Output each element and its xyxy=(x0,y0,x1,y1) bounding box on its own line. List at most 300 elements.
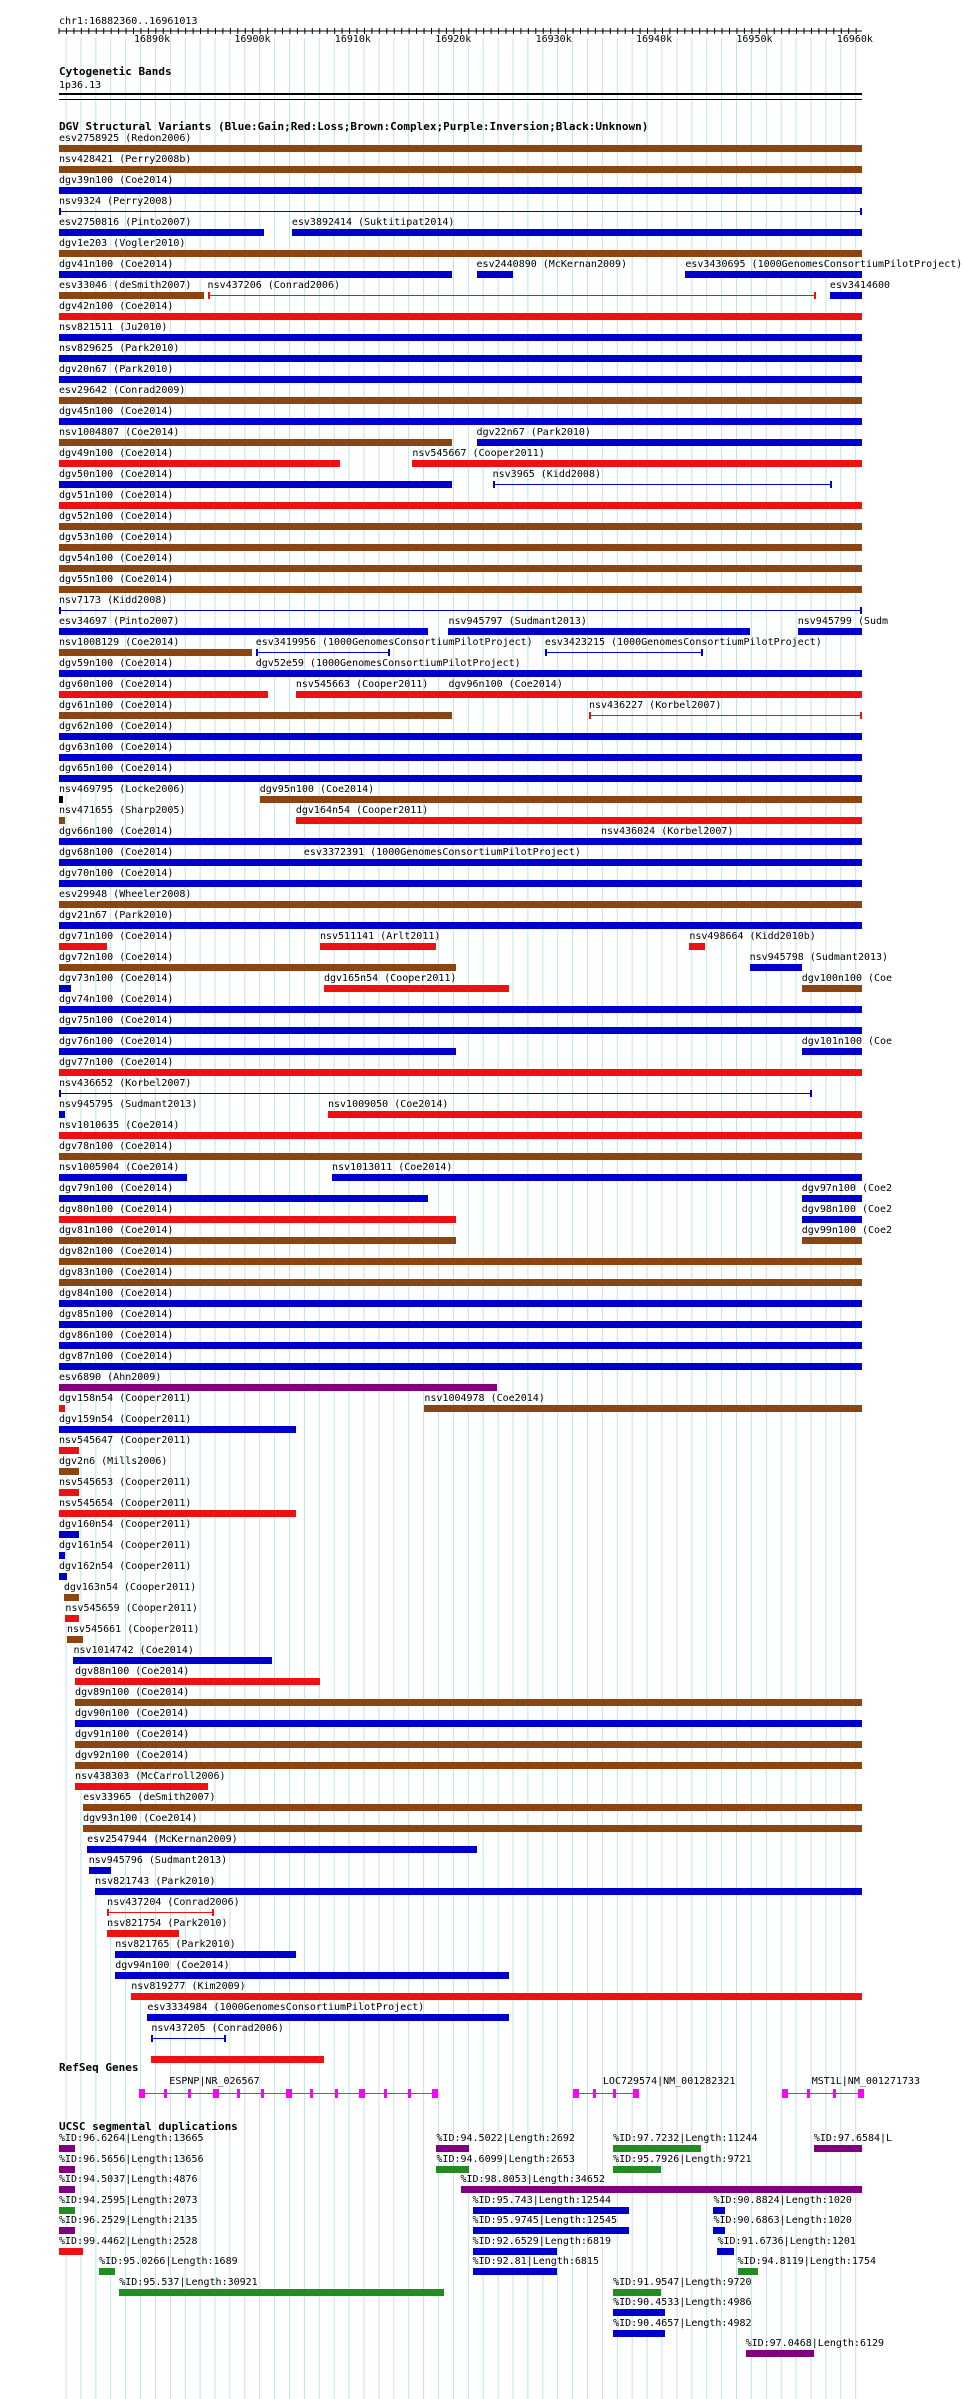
dgv-feature-cap xyxy=(388,649,390,656)
dgv-feature-bar[interactable] xyxy=(59,313,862,320)
dgv-feature-bar[interactable] xyxy=(59,985,71,992)
dgv-feature-label: nsv945795 (Sudmant2013) xyxy=(59,1099,198,1110)
dgv-feature-bar[interactable] xyxy=(59,1069,862,1076)
dgv-feature-bar[interactable] xyxy=(59,943,107,950)
dgv-feature-label: nsv1009050 (Coe2014) xyxy=(328,1099,449,1110)
dgv-feature-bar[interactable] xyxy=(802,1048,862,1055)
dgv-feature-cap xyxy=(701,649,703,656)
refseq-gene-intron[interactable] xyxy=(782,2093,862,2094)
dgv-feature-bar[interactable] xyxy=(802,1195,862,1202)
dgv-feature-label: dgv92n100 (Coe2014) xyxy=(75,1750,190,1761)
dgv-feature-bar[interactable] xyxy=(59,187,862,194)
dgv-feature-bar[interactable] xyxy=(83,1825,862,1832)
dgv-feature-bar[interactable] xyxy=(59,376,862,383)
dgv-feature-bar[interactable] xyxy=(424,1405,862,1412)
refseq-gene-label: ESPNP|NR_026567 xyxy=(169,2076,260,2087)
dgv-feature-bar[interactable] xyxy=(59,523,862,530)
segdup-label: %ID:97.0468|Length:6129 xyxy=(745,2338,885,2349)
dgv-feature-label: dgv84n100 (Coe2014) xyxy=(59,1288,174,1299)
dgv-feature-bar[interactable] xyxy=(59,544,862,551)
segdup-bar[interactable] xyxy=(613,2330,665,2337)
refseq-gene-intron[interactable] xyxy=(573,2093,637,2094)
dgv-feature-bar[interactable] xyxy=(73,1657,271,1664)
refseq-exon xyxy=(213,2089,219,2098)
dgv-feature-label: nsv498664 (Kidd2010b) xyxy=(689,931,816,942)
cyto-band-bar[interactable] xyxy=(59,93,862,95)
dgv-feature-bar[interactable] xyxy=(477,271,513,278)
dgv-feature-label: nsv829625 (Park2010) xyxy=(59,343,180,354)
dgv-feature-label: nsv819277 (Kim2009) xyxy=(131,1981,246,1992)
dgv-feature-bar[interactable] xyxy=(151,2056,324,2063)
dgv-feature-bar[interactable] xyxy=(332,1174,862,1181)
segdup-bar[interactable] xyxy=(473,2227,630,2234)
dgv-feature-bar[interactable] xyxy=(59,229,264,236)
segdup-label: %ID:97.6584|L xyxy=(813,2133,893,2144)
segdup-bar[interactable] xyxy=(99,2268,115,2275)
dgv-feature-label: dgv76n100 (Coe2014) xyxy=(59,1036,174,1047)
dgv-feature-bar[interactable] xyxy=(75,1762,862,1769)
dgv-feature-bar[interactable] xyxy=(59,250,862,257)
dgv-feature-label: esv33046 (deSmith2007) xyxy=(59,280,192,291)
dgv-feature-bar[interactable] xyxy=(59,1048,456,1055)
dgv-feature-label: esv3430695 (1000GenomesConsortiumPilotProject) xyxy=(685,259,962,270)
dgv-feature-bar[interactable] xyxy=(59,481,452,488)
dgv-feature-cap xyxy=(59,208,61,215)
segdup-bar[interactable] xyxy=(713,2207,725,2214)
dgv-feature-label: nsv1010635 (Coe2014) xyxy=(59,1120,180,1131)
dgv-feature-label: nsv945799 (Sudm xyxy=(797,616,889,627)
dgv-feature-bar[interactable] xyxy=(260,796,862,803)
dgv-feature-label: dgv163n54 (Cooper2011) xyxy=(63,1582,197,1593)
segdup-label: %ID:95.7926|Length:9721 xyxy=(613,2153,752,2165)
dgv-feature-label: dgv73n100 (Coe2014) xyxy=(59,973,174,984)
dgv-feature-bar[interactable] xyxy=(59,271,452,278)
dgv-feature-bar[interactable] xyxy=(59,1153,862,1160)
dgv-feature-label: esv2440890 (McKernan2009) xyxy=(476,259,628,270)
dgv-feature-label: dgv70n100 (Coe2014) xyxy=(59,868,174,879)
segdup-label: %ID:92.6529|Length:6819 xyxy=(472,2235,612,2247)
dgv-feature-label: nsv545653 (Cooper2011) xyxy=(59,1477,192,1488)
dgv-feature-bar[interactable] xyxy=(59,775,862,782)
dgv-feature-label: nsv945798 (Sudmant2013) xyxy=(749,952,889,963)
dgv-feature-label: nsv437205 (Conrad2006) xyxy=(151,2023,284,2034)
segdup-bar[interactable] xyxy=(59,2227,75,2234)
dgv-feature-bar[interactable] xyxy=(589,715,862,716)
dgv-feature-bar[interactable] xyxy=(59,1195,428,1202)
dgv-feature-label: dgv42n100 (Coe2014) xyxy=(59,301,174,312)
dgv-feature-bar[interactable] xyxy=(75,1720,862,1727)
ruler-tick-label: 16940k xyxy=(636,34,673,45)
dgv-feature-label: dgv91n100 (Coe2014) xyxy=(75,1729,190,1740)
dgv-feature-bar[interactable] xyxy=(545,652,702,653)
dgv-feature-bar[interactable] xyxy=(477,439,862,446)
ruler-tick-label: 16890k xyxy=(134,34,171,45)
segdup-bar[interactable] xyxy=(436,2145,468,2152)
refseq-exon xyxy=(164,2089,167,2098)
dgv-feature-bar[interactable] xyxy=(59,1468,79,1475)
dgv-feature-label: dgv162n54 (Cooper2011) xyxy=(59,1561,192,1572)
dgv-feature-label: dgv22n67 (Park2010) xyxy=(476,427,591,438)
dgv-feature-bar[interactable] xyxy=(107,1912,211,1913)
dgv-feature-label: esv2758925 (Redon2006) xyxy=(59,133,192,144)
dgv-feature-cap xyxy=(830,481,832,488)
dgv-feature-bar[interactable] xyxy=(256,652,388,653)
dgv-feature-label: dgv161n54 (Cooper2011) xyxy=(59,1540,192,1551)
dgv-feature-bar[interactable] xyxy=(59,355,862,362)
refseq-exon xyxy=(359,2089,365,2098)
dgv-feature-label: dgv66n100 (Coe2014) xyxy=(59,826,174,837)
refseq-gene-label: MST1L|NM_001271733 xyxy=(811,2076,921,2087)
segdup-bar[interactable] xyxy=(436,2166,468,2173)
dgv-feature-bar[interactable] xyxy=(296,817,862,824)
dgv-feature-bar[interactable] xyxy=(59,964,456,971)
segdup-bar[interactable] xyxy=(613,2145,701,2152)
dgv-feature-label: dgv52e59 (1000GenomesConsortiumPilotProject) xyxy=(255,658,521,669)
dgv-feature-label: dgv53n100 (Coe2014) xyxy=(59,532,174,543)
dgv-feature-bar[interactable] xyxy=(59,565,862,572)
dgv-feature-label: nsv471655 (Sharp2005) xyxy=(59,805,186,816)
dgv-feature-bar[interactable] xyxy=(59,334,862,341)
dgv-feature-bar[interactable] xyxy=(59,1321,862,1328)
dgv-feature-label: dgv89n100 (Coe2014) xyxy=(75,1687,190,1698)
segdup-bar[interactable] xyxy=(613,2289,661,2296)
dgv-feature-cap xyxy=(589,712,591,719)
dgv-feature-label: nsv437206 (Conrad2006) xyxy=(207,280,340,291)
dgv-feature-label: dgv54n100 (Coe2014) xyxy=(59,553,174,564)
dgv-feature-bar[interactable] xyxy=(59,1093,810,1094)
dgv-feature-label: dgv41n100 (Coe2014) xyxy=(59,259,174,270)
dgv-feature-bar[interactable] xyxy=(59,1006,862,1013)
ruler-tick-label: 16930k xyxy=(535,34,572,45)
dgv-feature-bar[interactable] xyxy=(601,841,862,842)
segdup-label: %ID:94.8119|Length:1754 xyxy=(737,2256,877,2267)
dgv-feature-label: dgv21n67 (Park2010) xyxy=(59,910,174,921)
dgv-feature-bar[interactable] xyxy=(107,1930,179,1937)
dgv-feature-label: esv3892414 (Suktitipat2014) xyxy=(291,217,455,228)
dgv-feature-label: dgv86n100 (Coe2014) xyxy=(59,1330,174,1341)
dgv-feature-label: dgv159n54 (Cooper2011) xyxy=(59,1414,192,1425)
segdup-label: %ID:94.5037|Length:4876 xyxy=(59,2174,198,2185)
dgv-feature-label: dgv45n100 (Coe2014) xyxy=(59,406,174,417)
dgv-feature-label: dgv49n100 (Coe2014) xyxy=(59,448,174,459)
dgv-feature-bar[interactable] xyxy=(59,1216,456,1223)
segdup-label: %ID:91.6736|Length:1201 xyxy=(717,2235,856,2247)
segdup-bar[interactable] xyxy=(814,2145,862,2152)
dgv-feature-bar[interactable] xyxy=(59,1552,65,1559)
dgv-feature-label: dgv68n100 (Coe2014) xyxy=(59,847,174,858)
dgv-feature-bar[interactable] xyxy=(802,985,862,992)
dgv-feature-cap xyxy=(860,712,862,719)
segdup-label: %ID:94.2595|Length:2073 xyxy=(59,2194,198,2206)
dgv-feature-bar[interactable] xyxy=(151,2038,223,2039)
dgv-feature-bar[interactable] xyxy=(802,1237,862,1244)
dgv-feature-bar[interactable] xyxy=(59,166,862,173)
dgv-feature-bar[interactable] xyxy=(59,733,862,740)
segdup-bar[interactable] xyxy=(59,2186,75,2193)
dgv-feature-bar[interactable] xyxy=(59,1405,65,1412)
dgv-feature-label: dgv62n100 (Coe2014) xyxy=(59,721,174,732)
dgv-feature-label: dgv72n100 (Coe2014) xyxy=(59,952,174,963)
dgv-feature-bar[interactable] xyxy=(75,1741,862,1748)
cyto-title: Cytogenetic Bands xyxy=(59,65,172,78)
dgv-feature-bar[interactable] xyxy=(59,1531,79,1538)
dgv-feature-bar[interactable] xyxy=(59,628,428,635)
dgv-feature-bar[interactable] xyxy=(75,1699,862,1706)
dgv-feature-bar[interactable] xyxy=(59,817,65,824)
position-label: chr1:16882360..16961013 xyxy=(59,16,198,27)
dgv-feature-bar[interactable] xyxy=(685,271,862,278)
segdup-bar[interactable] xyxy=(613,2166,661,2173)
cyto-band-edge xyxy=(59,99,862,100)
dgv-feature-bar[interactable] xyxy=(59,712,452,719)
dgv-feature-label: dgv52n100 (Coe2014) xyxy=(59,511,174,522)
dgv-feature-bar[interactable] xyxy=(59,502,862,509)
segdup-bar[interactable] xyxy=(461,2186,863,2193)
segdup-label: %ID:97.7232|Length:11244 xyxy=(613,2133,758,2144)
dgv-feature-bar[interactable] xyxy=(802,1216,862,1223)
dgv-feature-label: esv34697 (Pinto2007) xyxy=(59,616,180,627)
dgv-feature-bar[interactable] xyxy=(59,1132,862,1139)
segdup-title: UCSC segmental duplications xyxy=(59,2120,238,2133)
dgv-feature-label: nsv945797 (Sudmant2013) xyxy=(448,616,587,627)
refseq-exon xyxy=(782,2089,788,2098)
segdup-bar[interactable] xyxy=(59,2145,75,2152)
refseq-exon xyxy=(593,2089,596,2098)
dgv-feature-label: nsv511141 (Arlt2011) xyxy=(319,931,441,942)
dgv-feature-label: dgv77n100 (Coe2014) xyxy=(59,1057,174,1068)
dgv-feature-bar[interactable] xyxy=(59,1384,497,1391)
segdup-bar[interactable] xyxy=(59,2248,83,2255)
dgv-feature-label: dgv94n100 (Coe2014) xyxy=(115,1960,230,1971)
dgv-feature-label: esv3419956 (1000GenomesConsortiumPilotProject) xyxy=(255,637,533,648)
dgv-feature-bar[interactable] xyxy=(292,229,862,236)
dgv-feature-bar[interactable] xyxy=(89,1867,111,1874)
dgv-feature-bar[interactable] xyxy=(59,1237,456,1244)
dgv-feature-bar[interactable] xyxy=(59,1174,187,1181)
ruler-tick-label: 16950k xyxy=(736,34,773,45)
dgv-feature-label: esv3414600 xyxy=(829,280,891,291)
dgv-feature-bar[interactable] xyxy=(59,1489,79,1496)
refseq-exon xyxy=(335,2089,338,2098)
dgv-feature-label: nsv545654 (Cooper2011) xyxy=(59,1498,192,1509)
dgv-feature-label: dgv74n100 (Coe2014) xyxy=(59,994,174,1005)
dgv-feature-cap xyxy=(59,1090,61,1097)
dgv-feature-cap xyxy=(212,1909,214,1916)
dgv-feature-label: dgv82n100 (Coe2014) xyxy=(59,1246,174,1257)
dgv-feature-bar[interactable] xyxy=(59,1027,862,1034)
dgv-feature-label: esv2547944 (McKernan2009) xyxy=(87,1834,238,1845)
dgv-feature-label: dgv160n54 (Cooper2011) xyxy=(59,1519,192,1530)
dgv-feature-label: nsv3965 (Kidd2008) xyxy=(492,469,601,480)
dgv-feature-bar[interactable] xyxy=(59,922,862,929)
dgv-feature-bar[interactable] xyxy=(493,484,830,485)
dgv-feature-bar[interactable] xyxy=(324,985,509,992)
dgv-feature-bar[interactable] xyxy=(750,964,802,971)
dgv-feature-label: esv33965 (deSmith2007) xyxy=(83,1792,216,1803)
dgv-feature-label: esv29948 (Wheeler2008) xyxy=(59,889,192,900)
dgv-feature-cap xyxy=(208,292,210,299)
dgv-feature-bar[interactable] xyxy=(59,145,862,152)
dgv-feature-bar[interactable] xyxy=(256,670,862,677)
dgv-feature-label: nsv545661 (Cooper2011) xyxy=(67,1624,200,1635)
dgv-feature-bar[interactable] xyxy=(798,628,862,635)
dgv-feature-label: dgv79n100 (Coe2014) xyxy=(59,1183,174,1194)
dgv-feature-label: dgv51n100 (Coe2014) xyxy=(59,490,174,501)
dgv-feature-bar[interactable] xyxy=(83,1804,862,1811)
dgv-feature-bar[interactable] xyxy=(131,1993,862,2000)
dgv-feature-label: nsv1004807 (Coe2014) xyxy=(59,427,180,438)
dgv-feature-bar[interactable] xyxy=(59,1279,862,1286)
dgv-feature-bar[interactable] xyxy=(75,1783,207,1790)
refseq-exon xyxy=(858,2089,864,2098)
refseq-exon xyxy=(833,2089,836,2098)
dgv-feature-bar[interactable] xyxy=(59,1447,79,1454)
dgv-feature-label: esv2750816 (Pinto2007) xyxy=(59,217,192,228)
dgv-feature-bar[interactable] xyxy=(304,859,862,866)
ruler-tick-label: 16910k xyxy=(334,34,371,45)
dgv-feature-cap xyxy=(493,481,495,488)
dgv-feature-bar[interactable] xyxy=(59,1510,296,1517)
dgv-feature-bar[interactable] xyxy=(59,1258,862,1265)
segdup-bar[interactable] xyxy=(119,2289,444,2296)
dgv-feature-label: esv6890 (Ahn2009) xyxy=(59,1372,162,1383)
dgv-feature-cap xyxy=(860,208,862,215)
dgv-feature-label: nsv1004978 (Coe2014) xyxy=(424,1393,545,1404)
dgv-feature-label: nsv545659 (Cooper2011) xyxy=(65,1603,198,1614)
dgv-feature-label: dgv59n100 (Coe2014) xyxy=(59,658,174,669)
segdup-label: %ID:95.0266|Length:1689 xyxy=(99,2256,238,2267)
dgv-feature-bar[interactable] xyxy=(448,691,862,698)
dgv-feature-label: dgv101n100 (Coe xyxy=(801,1036,893,1047)
segdup-bar[interactable] xyxy=(717,2248,733,2255)
dgv-feature-label: nsv1013011 (Coe2014) xyxy=(332,1162,453,1173)
segdup-label: %ID:94.5022|Length:2692 xyxy=(436,2133,575,2144)
dgv-feature-bar[interactable] xyxy=(830,292,862,299)
dgv-feature-label: nsv9324 (Perry2008) xyxy=(59,196,174,207)
refseq-exon xyxy=(408,2089,411,2098)
dgv-feature-bar[interactable] xyxy=(59,586,862,593)
dgv-feature-cap xyxy=(601,838,603,845)
dgv-feature-bar[interactable] xyxy=(75,1678,320,1685)
dgv-feature-cap xyxy=(860,838,862,845)
segdup-bar[interactable] xyxy=(59,2166,75,2173)
segdup-bar[interactable] xyxy=(473,2268,557,2275)
dgv-feature-cap xyxy=(814,292,816,299)
dgv-feature-bar[interactable] xyxy=(412,460,862,467)
ruler-tick-label: 16960k xyxy=(836,34,873,45)
segdup-bar[interactable] xyxy=(473,2248,557,2255)
dgv-feature-bar[interactable] xyxy=(59,649,252,656)
dgv-feature-bar[interactable] xyxy=(59,460,340,467)
dgv-feature-bar[interactable] xyxy=(320,943,436,950)
segdup-label: %ID:92.81|Length:6815 xyxy=(472,2256,599,2267)
dgv-feature-label: dgv63n100 (Coe2014) xyxy=(59,742,174,753)
dgv-feature-label: nsv545667 (Cooper2011) xyxy=(412,448,545,459)
dgv-feature-bar[interactable] xyxy=(59,397,862,404)
dgv-feature-label: dgv98n100 (Coe2 xyxy=(801,1204,893,1215)
dgv-feature-bar[interactable] xyxy=(59,211,862,212)
dgv-feature-bar[interactable] xyxy=(59,880,862,887)
dgv-feature-label: dgv75n100 (Coe2014) xyxy=(59,1015,174,1026)
dgv-feature-bar[interactable] xyxy=(448,628,749,635)
dgv-feature-bar[interactable] xyxy=(59,292,204,299)
dgv-feature-bar[interactable] xyxy=(59,1426,296,1433)
refseq-exon xyxy=(237,2089,240,2098)
dgv-feature-bar[interactable] xyxy=(59,1111,65,1118)
refseq-title: RefSeq Genes xyxy=(59,2061,139,2074)
segdup-bar[interactable] xyxy=(746,2350,814,2357)
dgv-feature-label: nsv436024 (Korbel2007) xyxy=(601,826,734,837)
dgv-feature-label: dgv88n100 (Coe2014) xyxy=(75,1666,190,1677)
dgv-feature-bar[interactable] xyxy=(87,1846,476,1853)
refseq-exon xyxy=(432,2089,438,2098)
dgv-feature-cap xyxy=(151,2035,153,2042)
dgv-feature-bar[interactable] xyxy=(296,691,453,698)
dgv-feature-label: dgv20n67 (Park2010) xyxy=(59,364,174,375)
dgv-feature-bar[interactable] xyxy=(59,439,452,446)
dgv-feature-bar[interactable] xyxy=(689,943,705,950)
refseq-exon xyxy=(573,2089,579,2098)
dgv-feature-label: nsv545647 (Cooper2011) xyxy=(59,1435,192,1446)
dgv-feature-label: nsv821765 (Park2010) xyxy=(115,1939,236,1950)
dgv-feature-bar[interactable] xyxy=(59,1573,67,1580)
dgv-feature-bar[interactable] xyxy=(208,295,814,296)
dgv-feature-bar[interactable] xyxy=(115,1972,508,1979)
dgv-feature-cap xyxy=(256,649,258,656)
dgv-feature-bar[interactable] xyxy=(59,754,862,761)
dgv-feature-label: nsv1008129 (Coe2014) xyxy=(59,637,180,648)
dgv-feature-bar[interactable] xyxy=(59,901,862,908)
dgv-feature-label: dgv165n54 (Cooper2011) xyxy=(323,973,457,984)
dgv-feature-label: dgv60n100 (Coe2014) xyxy=(59,679,174,690)
dgv-feature-bar[interactable] xyxy=(65,1615,79,1622)
segdup-bar[interactable] xyxy=(613,2309,665,2316)
segdup-label: %ID:90.4533|Length:4986 xyxy=(613,2297,752,2308)
segdup-label: %ID:90.6863|Length:1020 xyxy=(713,2215,852,2226)
dgv-feature-bar[interactable] xyxy=(59,418,862,425)
refseq-gene-label: LOC729574|NM_001282321 xyxy=(602,2076,736,2087)
dgv-feature-label: nsv436652 (Korbel2007) xyxy=(59,1078,192,1089)
segdup-bar[interactable] xyxy=(738,2268,758,2275)
dgv-feature-bar[interactable] xyxy=(59,1342,862,1349)
dgv-feature-bar[interactable] xyxy=(67,1636,83,1643)
refseq-exon xyxy=(261,2089,264,2098)
dgv-feature-bar[interactable] xyxy=(95,1888,862,1895)
refseq-exon xyxy=(807,2089,810,2098)
segdup-bar[interactable] xyxy=(473,2207,630,2214)
dgv-feature-cap xyxy=(107,1909,109,1916)
dgv-feature-bar[interactable] xyxy=(59,796,63,803)
dgv-feature-bar[interactable] xyxy=(59,1300,862,1307)
segdup-bar[interactable] xyxy=(713,2227,725,2234)
refseq-exon xyxy=(139,2089,145,2098)
dgv-feature-label: dgv93n100 (Coe2014) xyxy=(83,1813,198,1824)
dgv-feature-label: dgv80n100 (Coe2014) xyxy=(59,1204,174,1215)
dgv-feature-bar[interactable] xyxy=(59,691,268,698)
dgv-feature-label: esv29642 (Conrad2009) xyxy=(59,385,186,396)
dgv-feature-bar[interactable] xyxy=(64,1594,79,1601)
dgv-feature-label: dgv1e203 (Vogler2010) xyxy=(59,238,186,249)
dgv-feature-bar[interactable] xyxy=(59,1363,862,1370)
dgv-feature-bar[interactable] xyxy=(328,1111,862,1118)
dgv-feature-bar[interactable] xyxy=(147,2014,508,2021)
dgv-feature-label: dgv95n100 (Coe2014) xyxy=(259,784,375,795)
segdup-bar[interactable] xyxy=(59,2207,75,2214)
dgv-feature-bar[interactable] xyxy=(59,610,862,611)
dgv-feature-bar[interactable] xyxy=(115,1951,296,1958)
segdup-label: %ID:94.6099|Length:2653 xyxy=(436,2153,575,2165)
refseq-exon xyxy=(384,2089,387,2098)
